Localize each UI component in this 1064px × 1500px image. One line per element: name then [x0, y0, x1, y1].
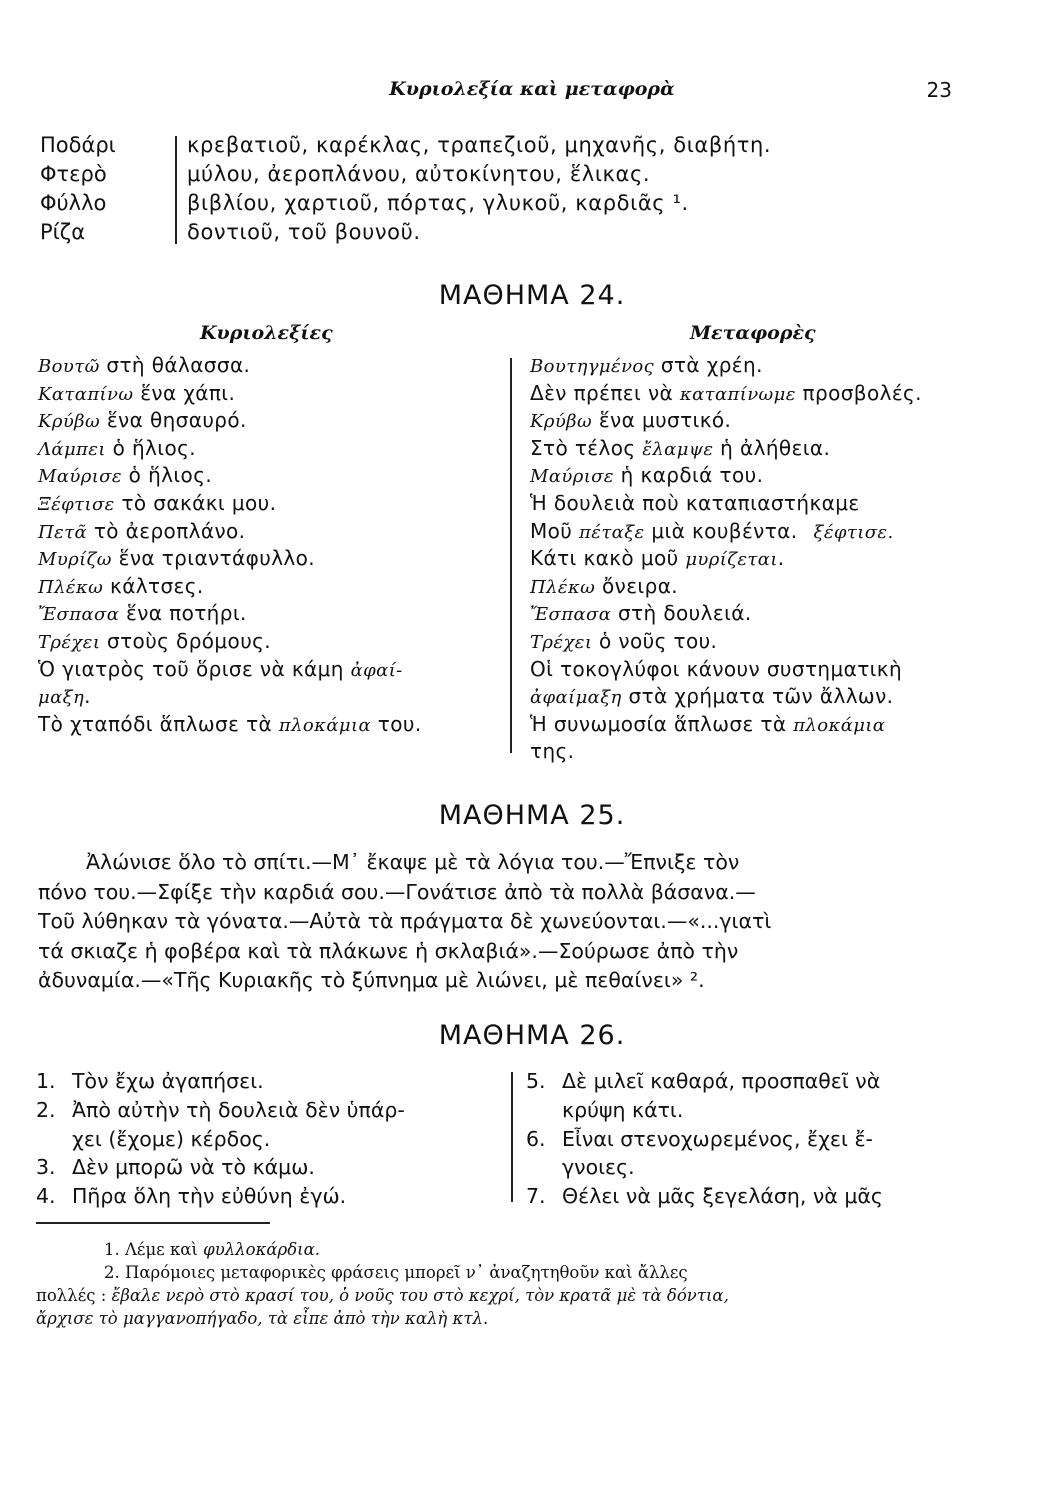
- footnotes: [36, 1238, 956, 1330]
- glossary-row: [40, 217, 1020, 246]
- glossary-row: [40, 159, 1020, 188]
- literal-line: μαξη.: [38, 684, 91, 709]
- metaphor-line: Τρέχει ὁ νοῦς του.: [530, 628, 718, 653]
- literal-line: Ξέφτισε τὸ σακάκι μου.: [38, 490, 277, 515]
- running-title: Κυριολεξία καὶ μεταφορὰ: [389, 78, 675, 100]
- lesson-26-left-list: [36, 1067, 405, 1211]
- literal-line: Μυρίζω ἕνα τριαντάφυλλο.: [38, 546, 316, 571]
- literal-line: Μαύρισε ὁ ἥλιος.: [38, 463, 213, 488]
- lesson-26-right-list: [526, 1067, 883, 1211]
- footnote-2: 2. Παρόμοιες μεταφορικὲς φράσεις μπορεῖ ν᾽ ἀναζητηθοῦν καὶ ἄλλες: [104, 1263, 688, 1282]
- metaphor-line: Δὲν πρέπει νὰ καταπίνωμε προσβολές.: [530, 380, 922, 405]
- metaphor-line: Κρύβω ἕνα μυστικό.: [530, 408, 732, 433]
- list-item: 2. Ἀπὸ αὐτὴν τὴ δουλειὰ δὲν ὑπάρ-: [36, 1097, 405, 1122]
- page-number: 23: [926, 78, 952, 102]
- literal-line: Πετᾶ τὸ ἀεροπλάνο.: [38, 518, 246, 543]
- metaphor-line: Βουτηγμένος στὰ χρέη.: [530, 353, 763, 377]
- footnote-2-continuation: πολλές : ἔβαλε νερὸ στὸ κρασί του, ὁ νοῦς του στὸ κεχρί, τὸν κρατᾶ μὲ τὰ δόντια,: [36, 1286, 729, 1305]
- list-item: 4. Πῆρα ὅλη τὴν εὐθύνη ἐγώ.: [36, 1184, 347, 1209]
- list-item: 5. Δὲ μιλεῖ καθαρά, προσπαθεῖ νὰ: [526, 1069, 881, 1093]
- lesson-24-title: ΜΑΘΗΜΑ 24.: [438, 280, 626, 311]
- glossary-brace-rule: [175, 136, 177, 244]
- metaphor-line: Πλέκω ὄνειρα.: [530, 573, 679, 598]
- literal-line: Ἔσπασα ἕνα ποτήρι.: [38, 601, 247, 626]
- list-divider: [511, 1072, 513, 1202]
- glossary-definition: μύλου, ἀεροπλάνου, αὐτοκίνητου, ἕλικας.: [187, 161, 651, 186]
- metaphor-line: Οἱ τοκογλύφοι κάνουν συστηματικὴ: [530, 656, 903, 681]
- glossary-row: [40, 188, 1020, 217]
- metaphor-line: Ἔσπασα στὴ δουλειά.: [530, 601, 752, 626]
- metaphor-line: της.: [530, 739, 575, 764]
- footnote-2-continuation: ἄρχισε τὸ μαγγανοπήγαδο, τὰ εἶπε ἀπὸ τὴν καλὴ κτλ.: [36, 1309, 489, 1328]
- literal-line: Καταπίνω ἕνα χάπι.: [38, 380, 236, 405]
- literal-line: Κρύβω ἕνα θησαυρό.: [38, 408, 247, 433]
- paragraph-line: πόνο του.—Σφίξε τὴν καρδιά σου.—Γονάτισε ἀπὸ τὰ πολλὰ βάσανα.—: [38, 879, 756, 904]
- literal-line: Τὸ χταπόδι ἅπλωσε τὰ πλοκάμια του.: [38, 711, 422, 736]
- paragraph-line: τά σκιαζε ἡ φοβέρα καὶ τὰ πλάκωνε ἡ σκλαβιά».—Σούρωσε ἀπὸ τὴν: [38, 938, 739, 963]
- metaphor-line: Κάτι κακὸ μοῦ μυρίζεται.: [530, 546, 785, 571]
- literal-line: Πλέκω κάλτσες.: [38, 573, 204, 598]
- paragraph-line: ἀδυναμία.—«Τῆς Κυριακῆς τὸ ξύπνημα μὲ λιώνει, μὲ πεθαίνει» ².: [38, 968, 705, 992]
- glossary-block: [40, 130, 1020, 246]
- list-item-continuation: κρύψη κάτι.: [562, 1097, 684, 1122]
- metaphor-line: Μοῦ πέταξε μιὰ κουβέντα. ξέφτισε.: [530, 518, 894, 543]
- column-divider: [510, 358, 512, 753]
- list-item-continuation: χει (ἔχομε) κέρδος.: [72, 1126, 271, 1151]
- glossary-word: Ρίζα: [40, 219, 86, 244]
- literal-column-heading: Κυριολεξίες: [200, 322, 333, 344]
- list-item: 6. Εἶναι στενοχωρεμένος, ἔχει ἔ-: [526, 1126, 873, 1151]
- list-item: 1. Τὸν ἔχω ἀγαπήσει.: [36, 1069, 264, 1093]
- metaphor-line: Ἡ δουλειὰ ποὺ καταπιαστήκαμε: [530, 490, 860, 515]
- metaphor-line: Ἡ συνωμοσία ἅπλωσε τὰ πλοκάμια: [530, 711, 886, 736]
- footnote-1: 1. Λέμε καὶ φυλλοκάρδια.: [104, 1240, 321, 1259]
- list-item: 7. Θέλει νὰ μᾶς ξεγελάση, νὰ μᾶς: [526, 1184, 883, 1209]
- literal-line: Βουτῶ στὴ θάλασσα.: [38, 353, 251, 377]
- list-item: 3. Δὲν μπορῶ νὰ τὸ κάμω.: [36, 1155, 315, 1180]
- literal-line: Τρέχει στοὺς δρόμους.: [38, 628, 272, 653]
- metaphor-line: Στὸ τέλος ἔλαμψε ἡ ἀλήθεια.: [530, 435, 831, 460]
- lesson-25-title: ΜΑΘΗΜΑ 25.: [438, 800, 626, 831]
- glossary-row: [40, 130, 1020, 159]
- metaphor-line: ἀφαίμαξη στὰ χρήματα τῶν ἄλλων.: [530, 684, 894, 709]
- glossary-word: Φτερὸ: [40, 161, 107, 186]
- glossary-definition: βιβλίου, χαρτιοῦ, πόρτας, γλυκοῦ, καρδιᾶς ¹.: [187, 190, 689, 215]
- glossary-definition: δοντιοῦ, τοῦ βουνοῦ.: [187, 219, 421, 244]
- paragraph-line: Ἀλώνισε ὅλο τὸ σπίτι.—Μ᾽ ἔκαψε μὲ τὰ λόγια του.—Ἔπνιξε τὸν: [86, 850, 740, 874]
- literal-column: [38, 352, 422, 738]
- paragraph-line: Τοῦ λύθηκαν τὰ γόνατα.—Αὐτὰ τὰ πράγματα δὲ χωνεύονται.—«...γιατὶ: [38, 909, 772, 933]
- metaphor-line: Μαύρισε ἡ καρδιά του.: [530, 463, 764, 488]
- literal-line: Ὁ γιατρὸς τοῦ ὅρισε νὰ κάμη ἀφαί-: [38, 656, 403, 681]
- list-item-continuation: γνοιες.: [562, 1155, 635, 1180]
- glossary-definition: κρεβατιοῦ, καρέκλας, τραπεζιοῦ, μηχανῆς, διαβήτη.: [187, 132, 772, 157]
- footnote-separator: [36, 1222, 270, 1224]
- metaphor-column: [530, 352, 922, 766]
- lesson-26-title: ΜΑΘΗΜΑ 26.: [438, 1020, 626, 1051]
- metaphor-column-heading: Μεταφορὲς: [690, 322, 816, 344]
- lesson-25-paragraph: [38, 848, 1028, 996]
- literal-line: Λάμπει ὁ ἥλιος.: [38, 435, 196, 460]
- glossary-word: Φύλλο: [40, 190, 107, 215]
- glossary-word: Ποδάρι: [40, 132, 116, 157]
